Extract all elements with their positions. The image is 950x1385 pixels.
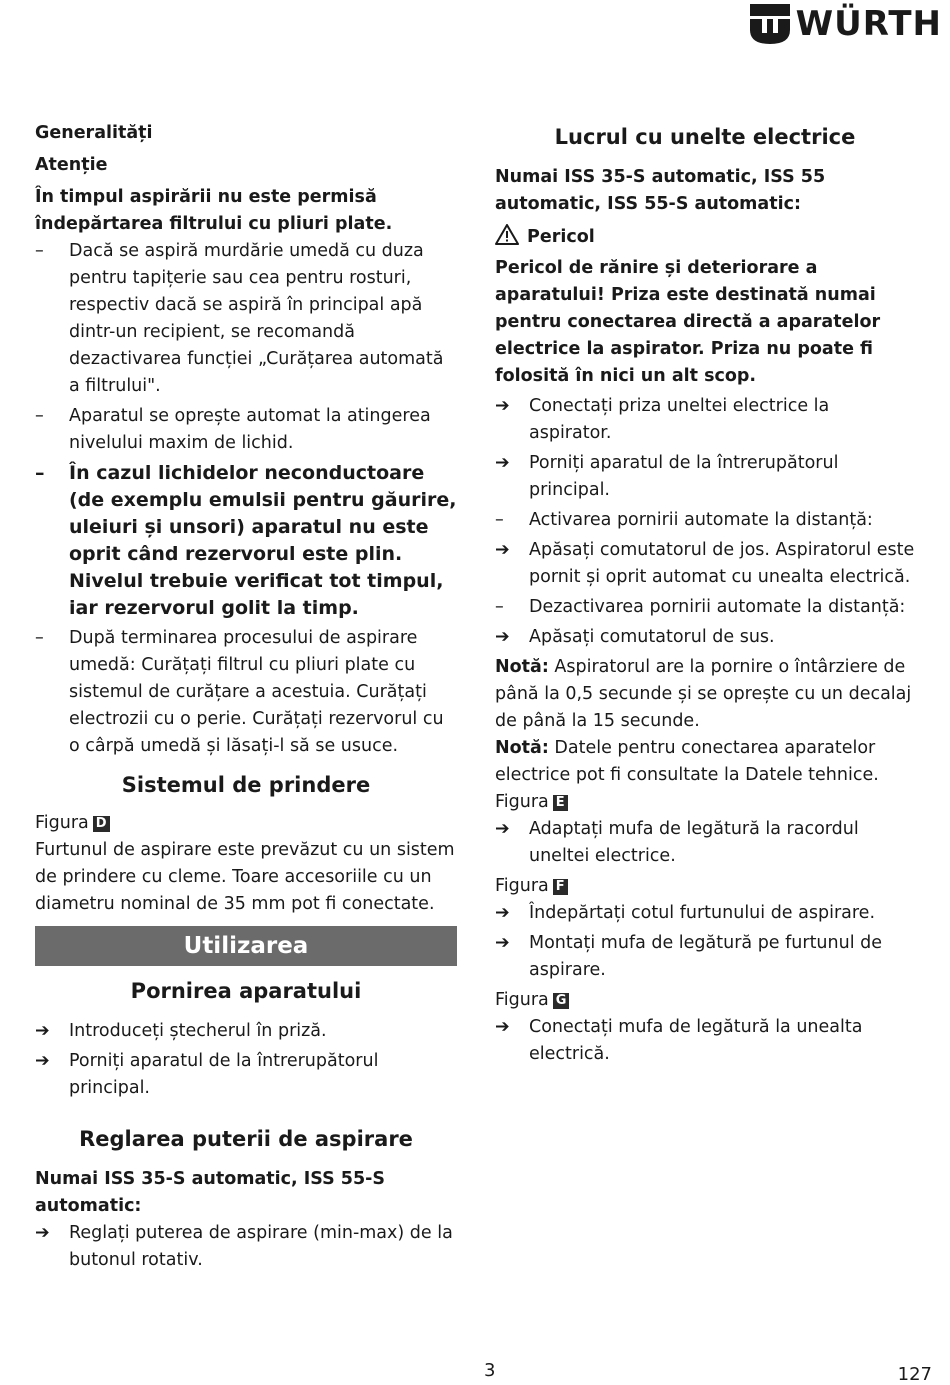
dash-marker: – xyxy=(35,462,45,484)
figure-label: Figura xyxy=(495,792,549,812)
arrow-icon: ➔ xyxy=(495,819,510,839)
page-number: 127 xyxy=(897,1364,932,1385)
left-column xyxy=(35,112,457,1274)
power-heading: Reglarea puterii de aspirare xyxy=(79,1127,413,1151)
danger-label xyxy=(495,224,915,251)
arrow-icon: ➔ xyxy=(495,1017,510,1037)
list-item xyxy=(495,1014,915,1068)
list-item-text: Introduceți ștecherul în priză. xyxy=(69,1021,327,1041)
list-item-text: În cazul lichidelor neconductoare (de exemplu emulsii pentru găurire, uleiuri și unsori) aparatul nu este oprit când rezervorul este plin. Nivelul trebuie verificat tot timpul, iar rezervorul golit la timp. xyxy=(69,462,457,619)
figure-f-badge: F xyxy=(553,879,568,895)
figure-label: Figura xyxy=(495,876,549,896)
dash-marker: – xyxy=(495,510,504,530)
note-2-text: Datele pentru conectarea aparatelor electrice pot fi consultate la Datele tehnice. xyxy=(495,738,879,785)
figure-e-label xyxy=(495,789,915,816)
list-item-text: Apăsați comutatorul de jos. Aspiratorul este pornit și oprit automat cu unealta electrică. xyxy=(529,540,915,587)
danger-text-label: Pericol xyxy=(527,227,595,247)
list-item xyxy=(35,625,457,760)
list-item xyxy=(35,403,457,457)
figure-e-badge: E xyxy=(553,795,568,811)
list-item-text: Reglați puterea de aspirare (min-max) de la butonul rotativ. xyxy=(69,1223,453,1270)
list-item xyxy=(35,1048,457,1102)
list-item xyxy=(495,624,915,651)
list-item-text: Apăsați comutatorul de sus. xyxy=(529,627,775,647)
list-item xyxy=(495,816,915,870)
list-item-text: Porniți aparatul de la întrerupătorul principal. xyxy=(529,453,839,500)
list-item-text: Conectați mufa de legătură la unealta electrică. xyxy=(529,1017,863,1064)
list-item-text: Activarea pornirii automate la distanță: xyxy=(529,510,873,530)
list-item-text: Aparatul se oprește automat la atingerea nivelului maxim de lichid. xyxy=(69,406,431,453)
arrow-icon: ➔ xyxy=(495,627,510,647)
list-item-text: Îndepărtați cotul furtunului de aspirare. xyxy=(529,903,876,923)
start-heading: Pornirea aparatului xyxy=(130,979,362,1003)
figure-d-badge: D xyxy=(93,816,110,832)
arrow-icon: ➔ xyxy=(35,1021,50,1041)
arrow-icon: ➔ xyxy=(495,933,510,953)
power-models: Numai ISS 35-S automatic, ISS 55-S automatic: xyxy=(35,1169,385,1216)
figure-g-badge: G xyxy=(553,993,570,1009)
dash-marker: – xyxy=(35,406,44,426)
list-item-text: Porniți aparatul de la întrerupătorul principal. xyxy=(69,1051,379,1098)
dash-marker: – xyxy=(495,597,504,617)
list-item xyxy=(495,900,915,927)
usage-section-band: Utilizarea xyxy=(35,926,457,966)
arrow-icon: ➔ xyxy=(495,396,510,416)
figure-label: Figura xyxy=(35,813,89,833)
list-item-text: După terminarea procesului de aspirare umedă: Curățați filtrul cu pliuri plate cu sistemul de curățare a acestuia. Curățați electrozii cu o perie. Curățați rezervorul cu o cârpă umedă și lăsați-l să se usuce. xyxy=(69,628,444,756)
list-item xyxy=(35,1220,457,1274)
wurth-logo xyxy=(750,4,942,44)
general-heading: Generalități xyxy=(35,123,153,143)
arrow-icon: ➔ xyxy=(495,540,510,560)
note-label: Notă: xyxy=(495,657,549,677)
figure-label: Figura xyxy=(495,990,549,1010)
filter-warning: În timpul aspirării nu este permisă îndepărtarea filtrului cu pliuri plate. xyxy=(35,187,393,234)
arrow-icon: ➔ xyxy=(35,1223,50,1243)
tools-models: Numai ISS 35-S automatic, ISS 55 automatic, ISS 55-S automatic: xyxy=(495,167,826,214)
list-item-text: Conectați priza uneltei electrice la aspirator. xyxy=(529,396,830,443)
note-1 xyxy=(495,654,915,735)
list-item xyxy=(495,930,915,984)
figure-g-label xyxy=(495,987,915,1014)
logo-wordmark: WÜRTH xyxy=(795,4,942,44)
clamp-heading: Sistemul de prindere xyxy=(121,773,371,797)
list-item-text: Dezactivarea pornirii automate la distanță: xyxy=(529,597,906,617)
warning-triangle-icon xyxy=(495,224,519,245)
danger-description: Pericol de rănire și deteriorare a aparatului! Priza este destinată numai pentru conectarea directă a aparatelor electrice la aspirator. Priza nu poate fi folosită în nici un alt scop. xyxy=(495,258,881,386)
footer-center-number: 3 xyxy=(484,1360,496,1381)
list-item xyxy=(495,393,915,447)
list-item xyxy=(35,238,457,400)
attention-label: Atenție xyxy=(35,155,108,175)
list-item xyxy=(495,594,915,621)
arrow-icon: ➔ xyxy=(495,903,510,923)
list-item-text: Dacă se aspiră murdărie umedă cu duza pentru tapițerie sau cea pentru rosturi, respectiv dacă se aspiră în principal apă dintr-un recipient, se recomandă dezactivarea funcției „Curățarea automată a filtrului". xyxy=(69,241,444,396)
dash-marker: – xyxy=(35,628,44,648)
clamp-text: Furtunul de aspirare este prevăzut cu un sistem de prindere cu cleme. Toare accesoriile cu un diametru nominal de 35 mm pot fi conectate. xyxy=(35,840,455,914)
list-item xyxy=(35,460,457,622)
list-item xyxy=(495,537,915,591)
tools-heading: Lucrul cu unelte electrice xyxy=(554,125,856,149)
note-label: Notă: xyxy=(495,738,549,758)
list-item-text: Adaptați mufa de legătură la racordul uneltei electrice. xyxy=(529,819,859,866)
figure-d-label xyxy=(35,810,457,837)
arrow-icon: ➔ xyxy=(495,453,510,473)
right-column xyxy=(495,112,915,1068)
arrow-icon: ➔ xyxy=(35,1051,50,1071)
figure-f-label xyxy=(495,873,915,900)
list-item xyxy=(35,1018,457,1045)
wurth-logo-icon xyxy=(750,4,790,44)
list-item-text: Montați mufa de legătură pe furtunul de aspirare. xyxy=(529,933,883,980)
note-2 xyxy=(495,735,915,789)
note-1-text: Aspiratorul are la pornire o întârziere de până la 0,5 secunde și se oprește cu un decalaj de până la 15 secunde. xyxy=(495,657,912,731)
dash-marker: – xyxy=(35,241,44,261)
list-item xyxy=(495,450,915,504)
list-item xyxy=(495,507,915,534)
